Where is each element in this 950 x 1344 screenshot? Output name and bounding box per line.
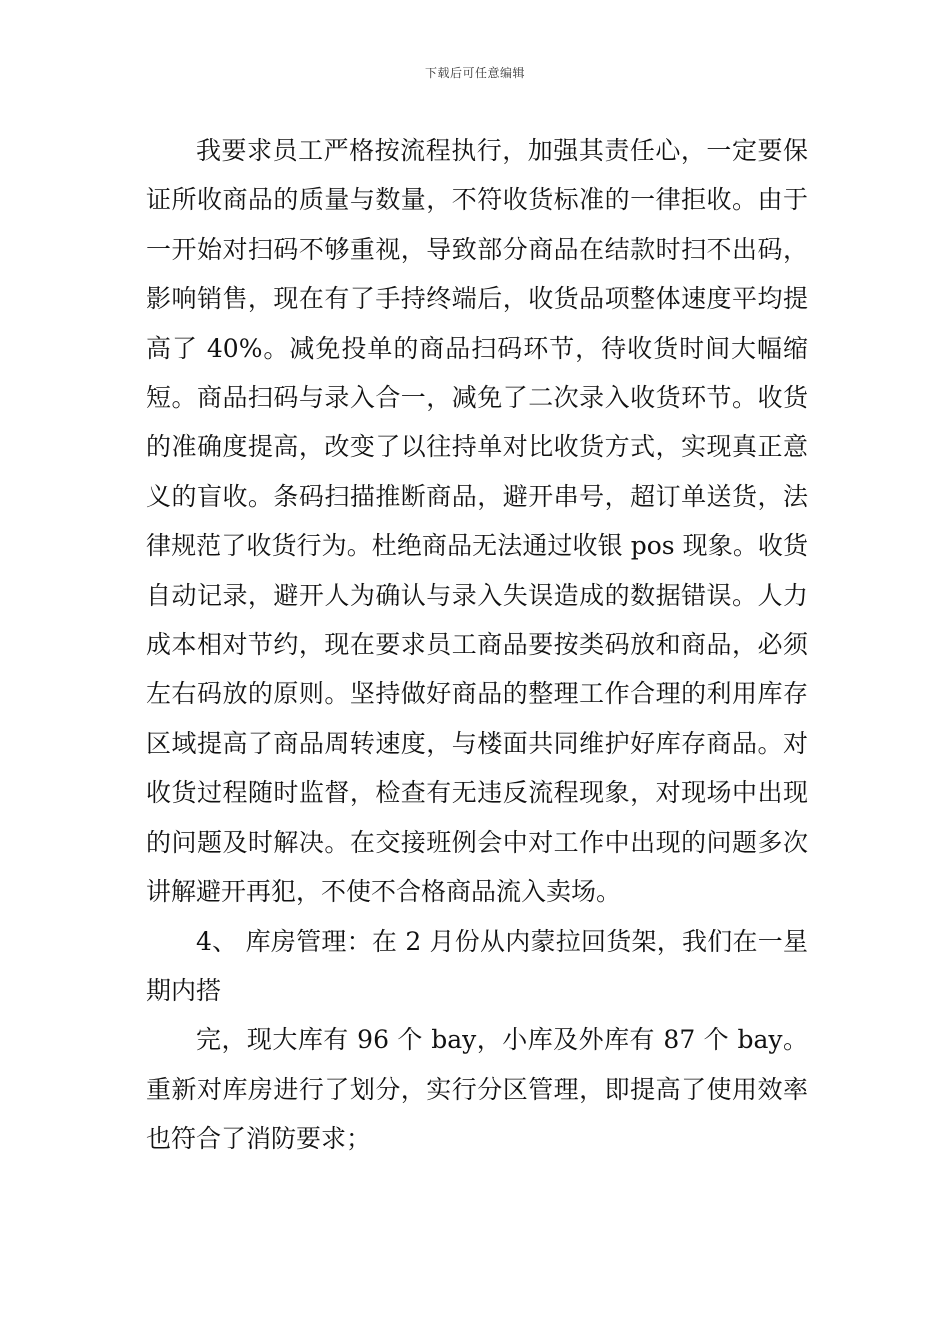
document-body bbox=[146, 126, 808, 1164]
paragraph-warehouse-management: 4、 库房管理：在 2 月份从内蒙拉回货架，我们在一星期内搭 bbox=[146, 926, 808, 1005]
paragraph-warehouse-continued: 完，现大库有 96 个 bay，小库及外库有 87 个 bay。重新对库房进行了划分，实行分区管理，即提高了使用效率也符合了消防要求； bbox=[146, 1025, 808, 1154]
page-header: 下载后可任意编辑 bbox=[424, 66, 525, 80]
paragraph-receiving: 我要求员工严格按流程执行，加强其责任心，一定要保证所收商品的质量与数量，不符收货标准的一律拒收。由于一开始对扫码不够重视，导致部分商品在结款时扫不出码，影响销售，现在有了手持终端后，收货品项整体速度平均提高了 40%。减免投单的商品扫码环节，待收货时间大幅缩短。商品扫码与录入合一，减免了二次录入收货环节。收货的准确度提高，改变了以往持单对比收货方式，实现真正意义的盲收。条码扫描推断商品，避开串号，超订单送货，法律规范了收货行为。杜绝商品无法通过收银 pos 现象。收货自动记录，避开人为确认与录入失误造成的数据错误。人力成本相对节约，现在要求员工商品要按类码放和商品，必须左右码放的原则。坚持做好商品的整理工作合理的利用库存区域提高了商品周转速度，与楼面共同维护好库存商品。对收货过程随时监督，检查有无违反流程现象，对现场中出现的问题及时解决。在交接班例会中对工作中出现的问题多次讲解避开再犯，不使不合格商品流入卖场。 bbox=[146, 136, 808, 907]
